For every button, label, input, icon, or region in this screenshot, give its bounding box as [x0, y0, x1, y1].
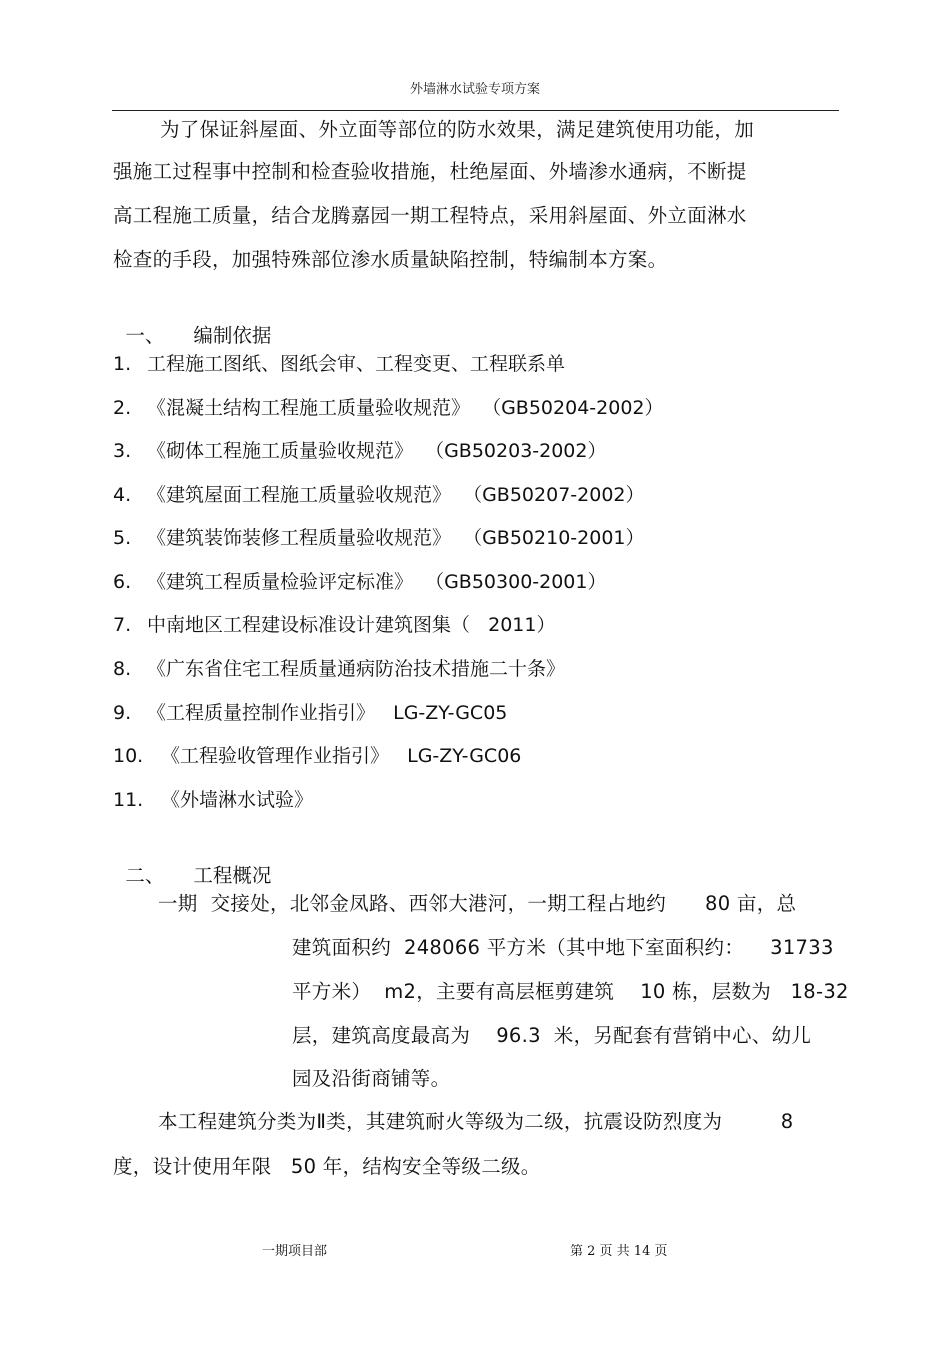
list-item — [113, 483, 645, 507]
page-header-title: 外墙淋水试验专项方案 — [409, 82, 540, 97]
header-divider — [112, 110, 839, 111]
list-item-text: 《建筑装饰装修工程质量验收规范》 （GB50210-2001） — [147, 527, 645, 549]
list-item-number: 2. — [113, 397, 132, 419]
list-item — [113, 570, 607, 594]
list-item-text: 《广东省住宅工程质量通病防治技术措施二十条》 — [147, 658, 566, 680]
section-1-number: 一、 — [125, 324, 165, 347]
footer-page-info: 第 2 页 共 14 页 — [570, 1244, 668, 1259]
list-item-number: 11. — [113, 789, 144, 811]
section-2-title: 工程概况 — [193, 864, 272, 887]
classification-line-1: 本工程建筑分类为Ⅱ类，其建筑耐火等级为二级，抗震设防烈度为 8 — [158, 1110, 794, 1133]
list-item-text: 《工程验收管理作业指引》 LG-ZY-GC06 — [161, 745, 522, 767]
section-2-number: 二、 — [125, 864, 165, 887]
intro-line-1: 为了保证斜屋面、外立面等部位的防水效果，满足建筑使用功能，加 — [160, 118, 755, 141]
list-item — [113, 701, 507, 725]
list-item-number: 7. — [113, 614, 132, 636]
list-item — [113, 526, 645, 550]
intro-line-3: 高工程施工质量，结合龙腾嘉园一期工程特点，采用斜屋面、外立面淋水 — [113, 204, 747, 227]
list-item-text: 工程施工图纸、图纸会审、工程变更、工程联系单 — [147, 353, 566, 375]
list-item-text: 《混凝土结构工程施工质量验收规范》 （GB50204-2002） — [147, 397, 664, 419]
overview-line-4: 层，建筑高度最高为 96.3 米，另配套有营销中心、幼儿 — [292, 1024, 812, 1047]
list-item-number: 4. — [113, 484, 132, 506]
intro-line-4: 检查的手段，加强特殊部位渗水质量缺陷控制，特编制本方案。 — [113, 248, 668, 271]
overview-line-5: 园及沿街商铺等。 — [292, 1067, 451, 1090]
list-item-number: 3. — [113, 440, 132, 462]
list-item — [113, 352, 565, 376]
list-item-number: 5. — [113, 527, 132, 549]
list-item-number: 9. — [113, 702, 132, 724]
list-item — [113, 657, 565, 681]
list-item-text: 《建筑屋面工程施工质量验收规范》 （GB50207-2002） — [147, 484, 645, 506]
list-item-number: 10. — [113, 745, 144, 767]
list-item-text: 中南地区工程建设标准设计建筑图集（ 2011） — [147, 614, 556, 636]
list-item-text: 《工程质量控制作业指引》 LG-ZY-GC05 — [147, 702, 508, 724]
footer-department: 一期项目部 — [262, 1244, 328, 1259]
overview-line-2: 建筑面积约 248066 平方米（其中地下室面积约： 31733 — [292, 936, 834, 959]
list-item-number: 1. — [113, 353, 132, 375]
overview-line-1: 一期 交接处，北邻金凤路、西邻大港河，一期工程占地约 80 亩，总 — [158, 892, 797, 915]
section-1-heading — [113, 300, 271, 348]
list-item-text: 《外墙淋水试验》 — [161, 789, 314, 811]
list-item — [113, 439, 607, 463]
intro-line-2: 强施工过程事中控制和检查验收措施，杜绝屋面、外墙渗水通病，不断提 — [113, 160, 747, 183]
list-item-number: 6. — [113, 571, 132, 593]
list-item-text: 《砌体工程施工质量验收规范》 （GB50203-2002） — [147, 440, 607, 462]
classification-line-2: 度，设计使用年限 50 年，结构安全等级二级。 — [113, 1155, 541, 1178]
list-item — [113, 613, 555, 637]
section-2-heading — [113, 840, 271, 888]
list-item — [113, 396, 664, 420]
list-item — [113, 744, 521, 768]
list-item-text: 《建筑工程质量检验评定标准》 （GB50300-2001） — [147, 571, 607, 593]
list-item-number: 8. — [113, 658, 132, 680]
list-item — [113, 788, 313, 812]
section-1-title: 编制依据 — [193, 324, 272, 347]
overview-line-3: 平方米） m2，主要有高层框剪建筑 10 栋，层数为 18-32 — [292, 980, 849, 1003]
